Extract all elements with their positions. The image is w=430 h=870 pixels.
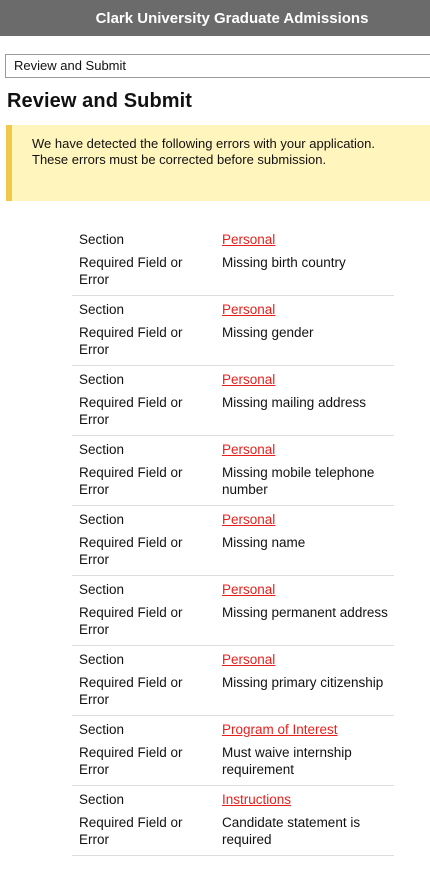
section-link-personal[interactable]: Personal <box>222 302 276 317</box>
error-row <box>72 646 394 716</box>
required-label: Required Field or Error <box>79 535 183 567</box>
error-row <box>72 296 394 366</box>
section-label: Section <box>79 582 125 597</box>
required-label: Required Field or Error <box>79 325 183 357</box>
app-title: Clark University Graduate Admissions <box>95 9 369 27</box>
section-label: Section <box>79 722 125 737</box>
error-alert <box>6 125 430 201</box>
app-header <box>0 0 430 36</box>
error-message: Missing birth country <box>222 255 346 270</box>
section-link-personal[interactable]: Personal <box>222 372 276 387</box>
required-label: Required Field or Error <box>79 605 183 637</box>
section-link-instructions[interactable]: Instructions <box>222 792 292 807</box>
required-label: Required Field or Error <box>79 745 183 777</box>
section-link-personal[interactable]: Personal <box>222 512 276 527</box>
section-label: Section <box>79 372 125 387</box>
error-message: Candidate statement is required <box>222 815 361 847</box>
section-label: Section <box>79 512 125 527</box>
section-label: Section <box>79 232 125 247</box>
error-message: Missing name <box>222 535 306 550</box>
section-label: Section <box>79 652 125 667</box>
breadcrumb <box>5 54 430 78</box>
breadcrumb-text: Review and Submit <box>14 58 126 73</box>
error-message: Missing permanent address <box>222 605 388 620</box>
error-list <box>72 226 394 856</box>
section-label: Section <box>79 792 125 807</box>
error-message: Must waive internship requirement <box>222 745 352 777</box>
required-label: Required Field or Error <box>79 815 183 847</box>
section-link-personal[interactable]: Personal <box>222 582 276 597</box>
error-row <box>72 716 394 786</box>
alert-line-1: We have detected the following errors with your application. <box>32 136 376 151</box>
section-link-program-of-interest[interactable]: Program of Interest <box>222 722 338 737</box>
section-label: Section <box>79 302 125 317</box>
error-row <box>72 366 394 436</box>
error-row <box>72 436 394 506</box>
required-label: Required Field or Error <box>79 675 183 707</box>
section-link-personal[interactable]: Personal <box>222 232 276 247</box>
section-link-personal[interactable]: Personal <box>222 652 276 667</box>
required-label: Required Field or Error <box>79 395 183 427</box>
required-label: Required Field or Error <box>79 255 183 287</box>
required-label: Required Field or Error <box>79 465 183 497</box>
section-link-personal[interactable]: Personal <box>222 442 276 457</box>
error-message: Missing mobile telephone number <box>222 465 375 497</box>
error-row <box>72 576 394 646</box>
alert-line-2: These errors must be corrected before submission. <box>32 152 327 167</box>
page-title: Review and Submit <box>7 90 193 112</box>
section-label: Section <box>79 442 125 457</box>
error-row <box>72 786 394 856</box>
error-row <box>72 506 394 576</box>
error-message: Missing mailing address <box>222 395 367 410</box>
error-message: Missing gender <box>222 325 314 340</box>
error-message: Missing primary citizenship <box>222 675 384 690</box>
error-row <box>72 226 394 296</box>
